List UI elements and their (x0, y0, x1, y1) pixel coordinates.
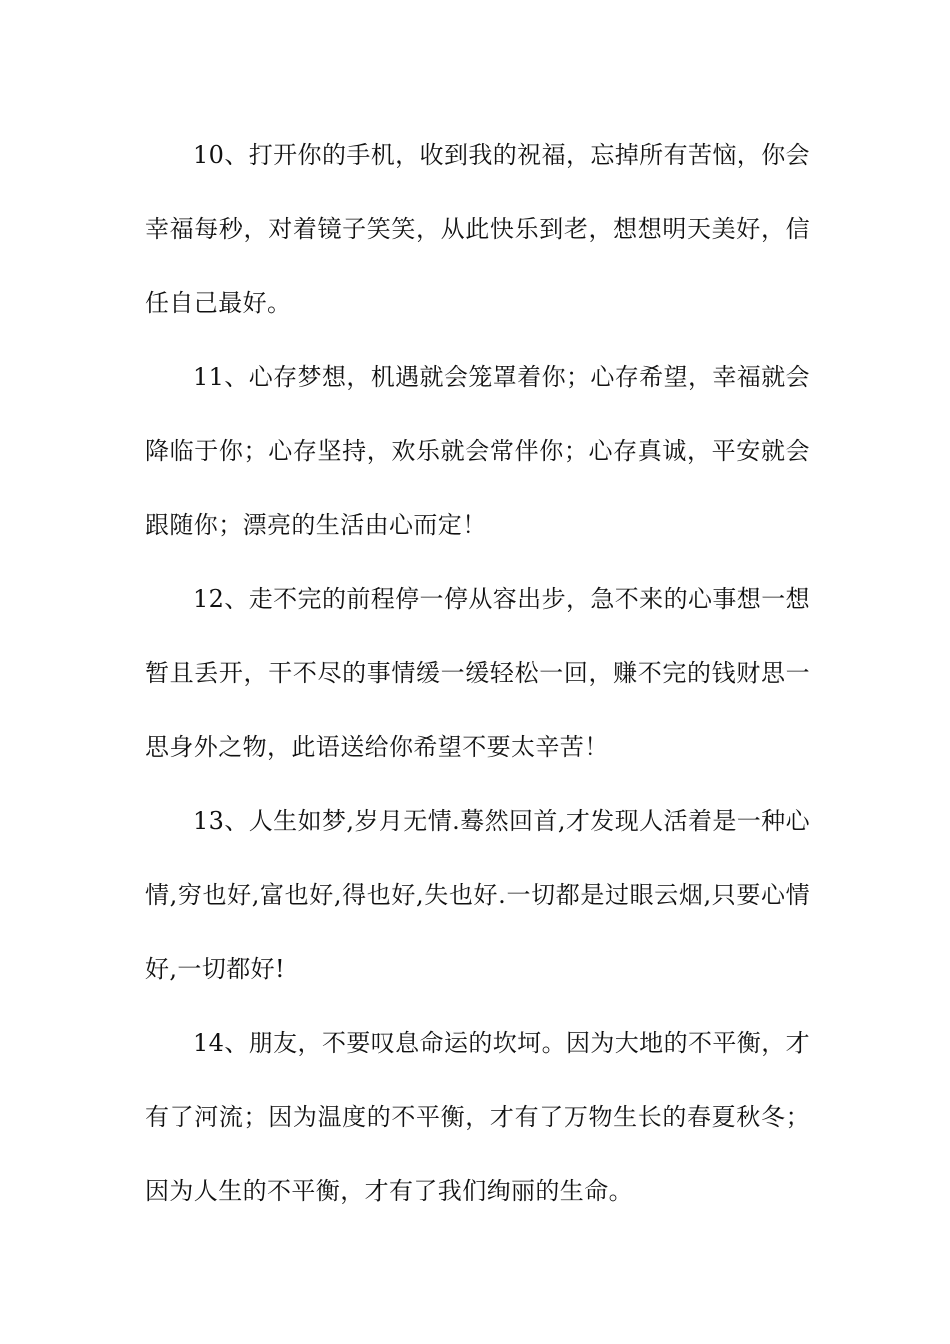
paragraph-11: 11、心存梦想，机遇就会笼罩着你；心存希望，幸福就会降临于你；心存坚持，欢乐就会常伴你；心存真诚，平安就会跟随你；漂亮的生活由心而定！ (145, 363, 810, 539)
paragraph-12: 12、走不完的前程停一停从容出步，急不来的心事想一想暂且丢开，干不尽的事情缓一缓轻松一回，赚不完的钱财思一思身外之物，此语送给你希望不要太辛苦！ (145, 585, 810, 761)
document-body (145, 118, 810, 1228)
paragraph-10: 10、打开你的手机，收到我的祝福，忘掉所有苦恼，你会幸福每秒，对着镜子笑笑，从此快乐到老，想想明天美好，信任自己最好。 (145, 141, 810, 317)
paragraph-13: 13、人生如梦,岁月无情.蓦然回首,才发现人活着是一种心情,穷也好,富也好,得也好,失也好.一切都是过眼云烟,只要心情好,一切都好! (145, 807, 810, 983)
paragraph-14: 14、朋友，不要叹息命运的坎坷。因为大地的不平衡，才有了河流；因为温度的不平衡，才有了万物生长的春夏秋冬；因为人生的不平衡，才有了我们绚丽的生命。 (145, 1029, 810, 1205)
